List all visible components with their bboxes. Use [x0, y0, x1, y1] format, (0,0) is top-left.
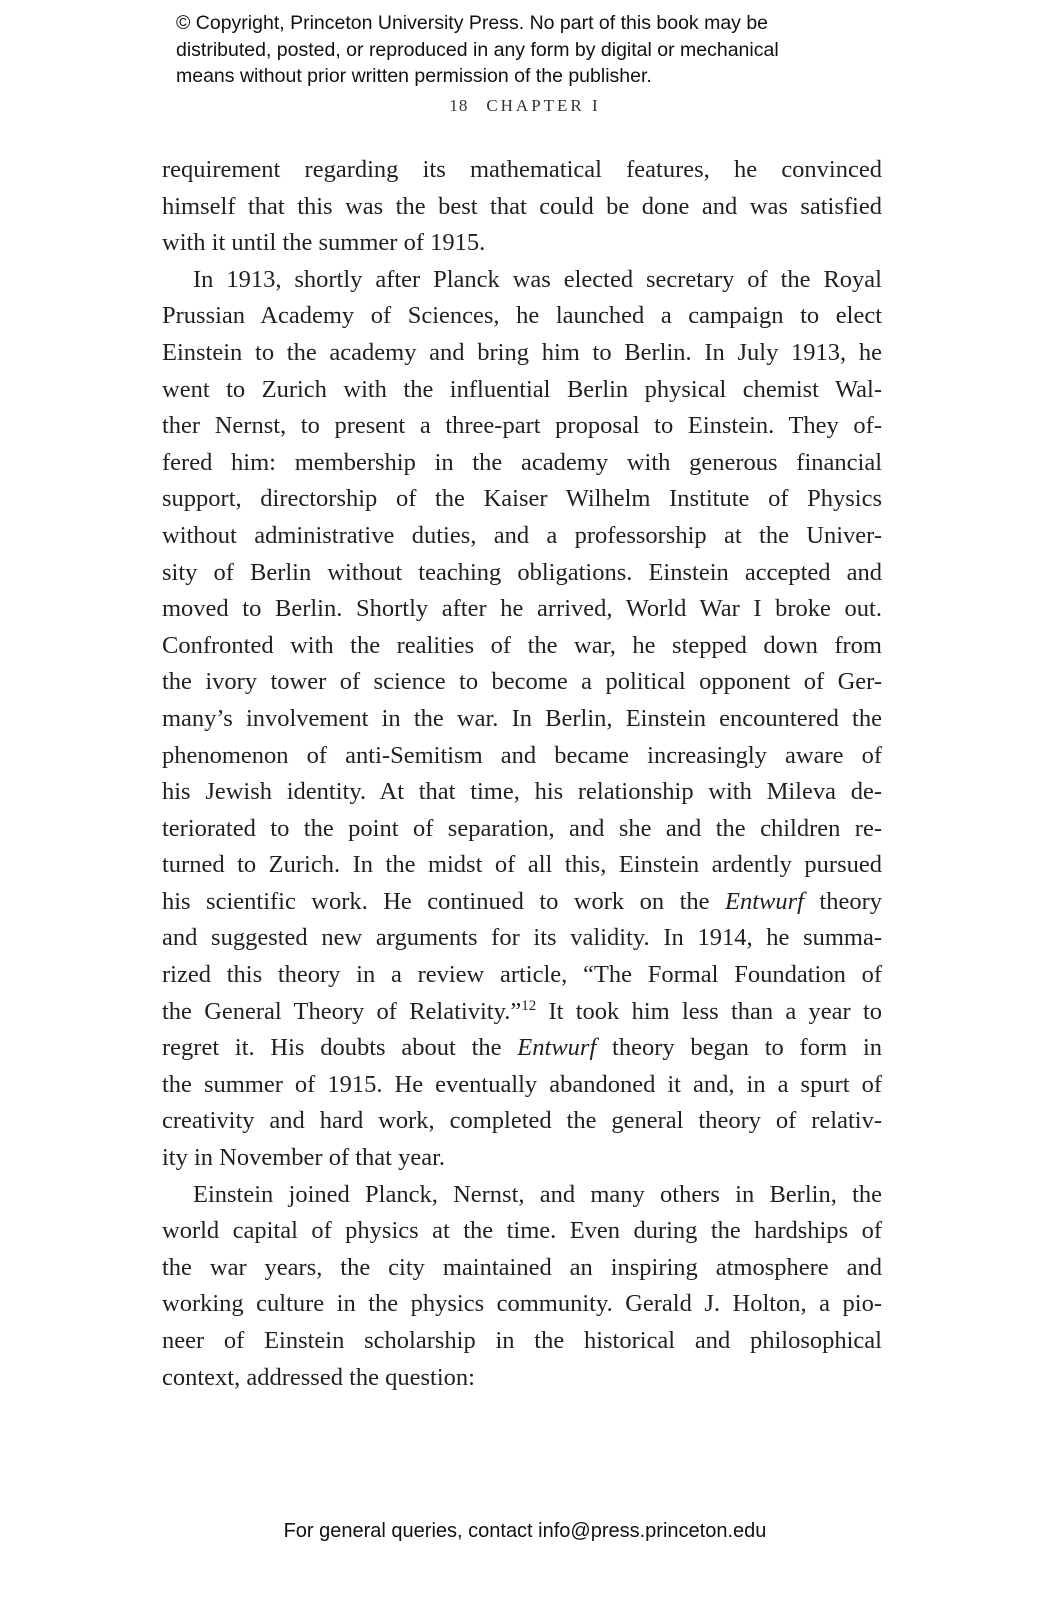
- text-line: [162, 262, 882, 299]
- text-span: world capital of physics at the time. Even during the hardships of: [162, 1217, 882, 1245]
- text-line: [162, 1286, 882, 1323]
- text-line: [162, 481, 882, 518]
- text-span: many’s involvement in the war. In Berlin, Einstein encountered the: [162, 704, 882, 732]
- text-span: In 1913, shortly after Planck was elected secretary of the Royal: [193, 265, 882, 293]
- text-span: and suggested new arguments for its validity. In 1914, he summa-: [162, 924, 882, 952]
- text-span: Einstein to the academy and bring him to Berlin. In July 1913, he: [162, 338, 882, 366]
- text-span: regret it. His doubts about the: [162, 1034, 518, 1062]
- text-span: went to Zurich with the influential Berlin physical chemist Wal-: [162, 375, 882, 403]
- text-line: [162, 1067, 882, 1104]
- text-span: the summer of 1915. He eventually abandoned it and, in a spurt of: [162, 1070, 882, 1098]
- text-line: [162, 811, 882, 848]
- text-span: sity of Berlin without teaching obligations. Einstein accepted and: [162, 558, 882, 586]
- text-line: [162, 372, 882, 409]
- text-span: without administrative duties, and a professorship at the Univer-: [162, 521, 882, 549]
- text-line: [162, 1360, 882, 1397]
- footer-contact: For general queries, contact info@press.princeton.edu: [283, 1520, 767, 1542]
- text-line: [162, 1213, 882, 1250]
- text-span: moved to Berlin. Shortly after he arrived, World War I broke out.: [162, 595, 882, 623]
- text-span: support, directorship of the Kaiser Wilhelm Institute of Physics: [162, 485, 882, 513]
- text-span: Confronted with the realities of the war, he stepped down from: [162, 631, 882, 659]
- text-span: his Jewish identity. At that time, his relationship with Mileva de-: [162, 778, 882, 806]
- text-line: [162, 1030, 882, 1067]
- body-text: [162, 152, 882, 1396]
- text-line: [162, 335, 882, 372]
- text-line: [162, 1250, 882, 1287]
- text-span: working culture in the physics community. Gerald J. Holton, a pio-: [162, 1290, 882, 1318]
- text-span: the ivory tower of science to become a political opponent of Ger-: [162, 668, 882, 696]
- text-span: ity in November of that year.: [162, 1144, 446, 1172]
- text-line: [162, 847, 882, 884]
- text-line: [162, 738, 882, 775]
- text-line: [162, 701, 882, 738]
- text-span: It took him less than a year to: [536, 997, 883, 1025]
- text-line: [162, 957, 882, 994]
- text-line: [162, 920, 882, 957]
- text-span: Prussian Academy of Sciences, he launched a campaign to elect: [162, 302, 882, 330]
- text-span: fered him: membership in the academy with generous financial: [162, 448, 882, 476]
- text-line: [162, 994, 882, 1031]
- copyright-line: means without prior written permission of the publisher.: [176, 65, 652, 87]
- text-line: [162, 408, 882, 445]
- copyright-line: © Copyright, Princeton University Press. No part of this book may be: [176, 12, 769, 34]
- text-span: his scientific work. He continued to work on the: [162, 887, 725, 915]
- footnote-ref: 12: [521, 997, 537, 1014]
- text-line: [162, 445, 882, 482]
- text-span: neer of Einstein scholarship in the historical and philosophical: [162, 1327, 882, 1354]
- text-line: [162, 664, 882, 701]
- text-line: [162, 1177, 882, 1214]
- text-span: the war years, the city maintained an inspiring atmosphere and: [162, 1253, 882, 1281]
- text-span: context, addressed the question:: [162, 1363, 475, 1391]
- text-line: [162, 298, 882, 335]
- text-line: [162, 774, 882, 811]
- page-number: 18: [449, 96, 469, 115]
- text-line: [162, 628, 882, 665]
- italic-text: Entwurf: [517, 1034, 597, 1062]
- text-span: ther Nernst, to present a three-part proposal to Einstein. They of-: [162, 412, 882, 440]
- text-span: with it until the summer of 1915.: [162, 229, 486, 257]
- copyright-notice: [176, 10, 779, 90]
- text-line: [162, 1140, 882, 1177]
- text-span: himself that this was the best that could be done and was satisfied: [162, 192, 882, 220]
- text-span: phenomenon of anti-Semitism and became increasingly aware of: [162, 741, 882, 769]
- text-span: theory: [803, 887, 882, 915]
- text-line: [162, 152, 882, 189]
- running-head: [0, 96, 1050, 116]
- text-span: theory began to form in: [596, 1034, 882, 1062]
- text-span: turned to Zurich. In the midst of all this, Einstein ardently pursued: [162, 851, 882, 879]
- text-span: Einstein joined Planck, Nernst, and many others in Berlin, the: [193, 1180, 882, 1208]
- text-span: rized this theory in a review article, “The Formal Foundation of: [162, 961, 882, 989]
- text-line: [162, 884, 882, 921]
- text-line: [162, 1323, 882, 1360]
- text-span: teriorated to the point of separation, and she and the children re-: [162, 814, 882, 842]
- chapter-title: CHAPTER I: [486, 96, 601, 115]
- text-line: [162, 1103, 882, 1140]
- text-span: the General Theory of Relativity.”: [162, 997, 522, 1025]
- text-line: [162, 518, 882, 555]
- text-line: [162, 591, 882, 628]
- text-line: [162, 225, 882, 262]
- text-span: creativity and hard work, completed the general theory of relativ-: [162, 1107, 882, 1135]
- text-span: requirement regarding its mathematical features, he convinced: [162, 156, 882, 183]
- text-line: [162, 189, 882, 226]
- copyright-line: distributed, posted, or reproduced in any form by digital or mechanical: [176, 38, 779, 61]
- italic-text: Entwurf: [724, 887, 804, 915]
- text-line: [162, 555, 882, 592]
